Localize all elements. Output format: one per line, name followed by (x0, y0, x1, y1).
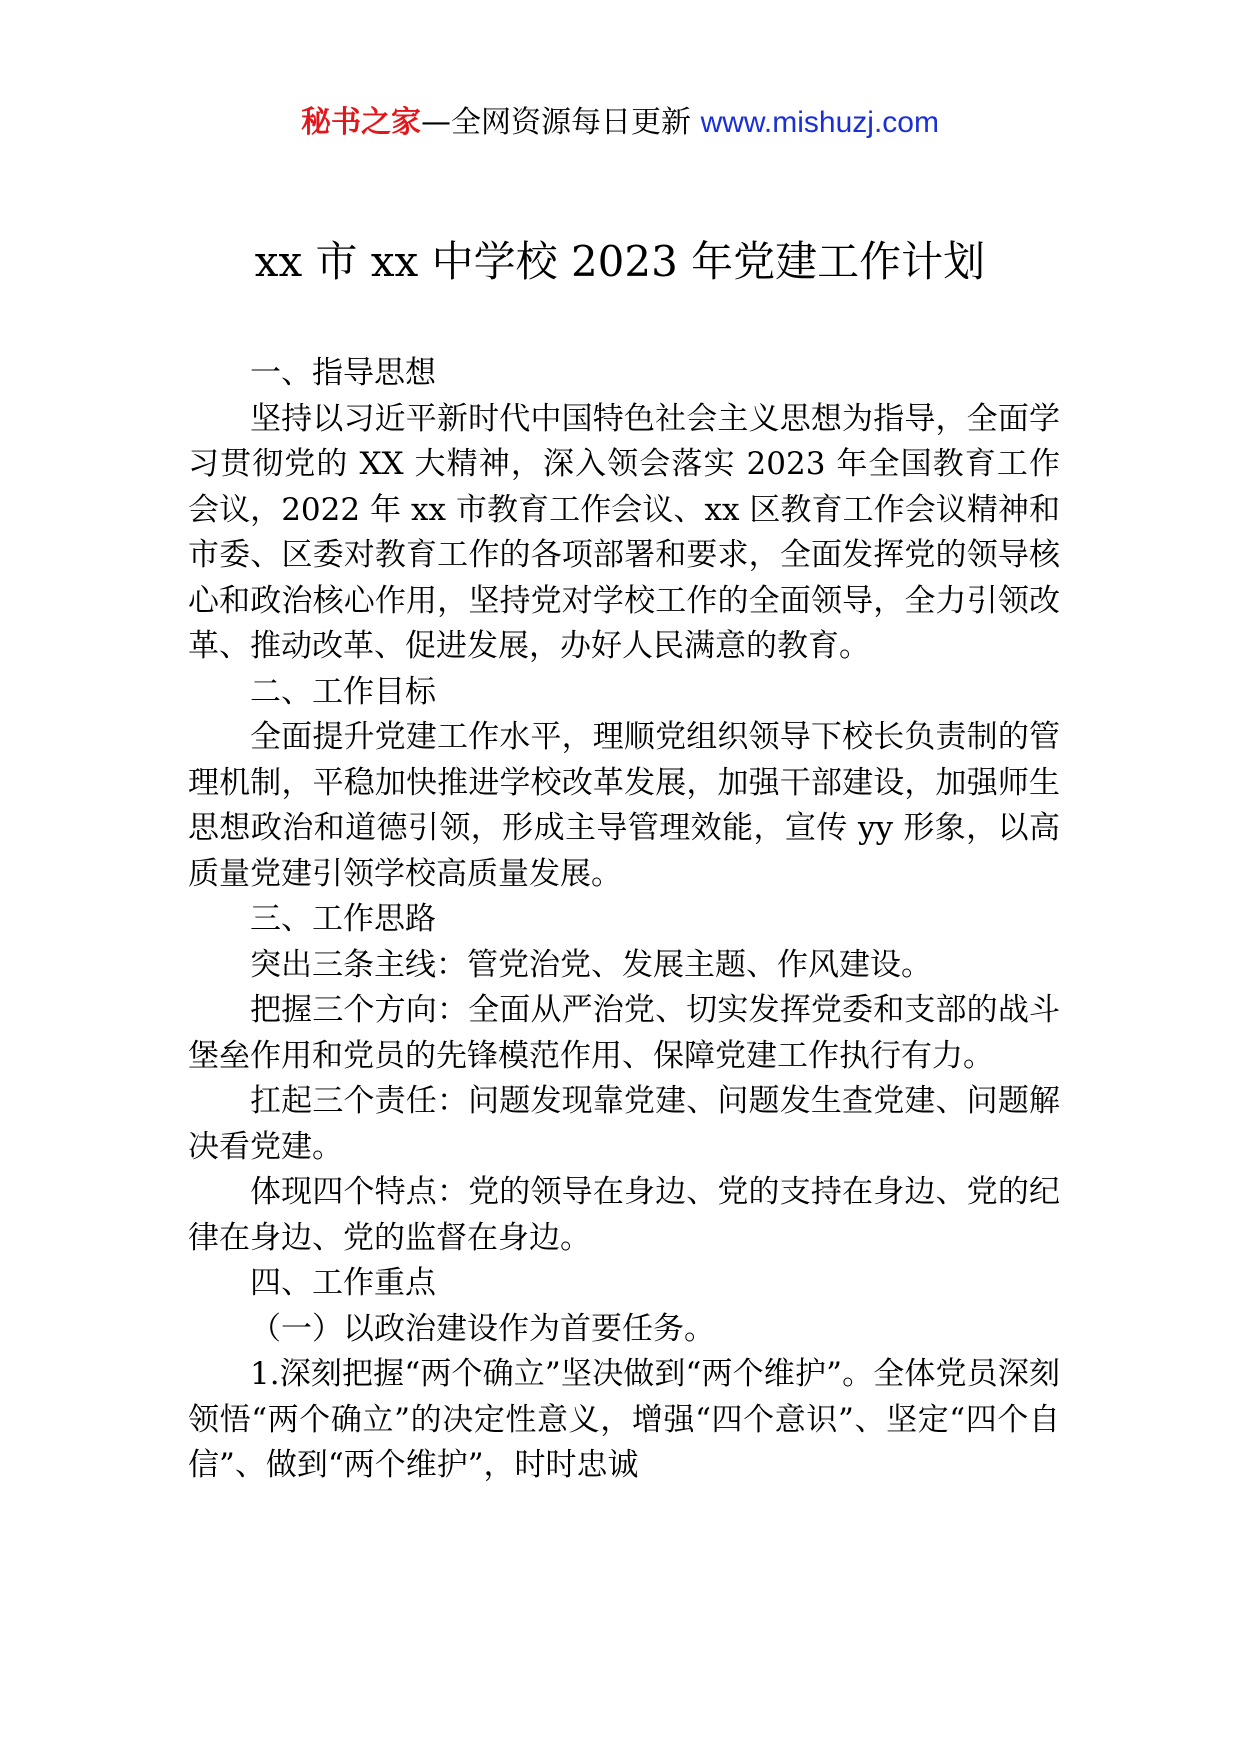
section-heading-work-priorities: 四、工作重点 (250, 1265, 436, 1301)
paragraph-three-main-lines: 突出三条主线：管党治党、发展主题、作风建设。 (250, 946, 932, 983)
section-heading-work-approach: 三、工作思路 (250, 901, 436, 937)
site-tagline: —全网资源每日更新 (421, 105, 692, 140)
site-header (0, 100, 1240, 146)
site-url-link[interactable]: www.mishuzj.com (700, 106, 939, 139)
paragraph-guiding-ideology: 坚持以习近平新时代中国特色社会主义思想为指导，全面学习贯彻党的 XX 大精神，深入领会落实 2023 年全国教育工作会议，2022 年 xx 市教育工作会议、xx 区教育工作会议精神和市委、区委对教育工作的各项部署和要求，全面发挥党的领导核心和政治核心作用，坚持党对学校工作的全面领导，全力引领改革、推动改革、促进发展，办好人民满意的教育。 (188, 400, 1060, 664)
paragraph-three-responsibilities: 扛起三个责任：问题发现靠党建、问题发生查党建、问题解决看党建。 (188, 1083, 1060, 1165)
paragraph-four-features: 体现四个特点：党的领导在身边、党的支持在身边、党的纪律在身边、党的监督在身边。 (188, 1174, 1060, 1256)
section-heading-work-goals: 二、工作目标 (250, 673, 436, 710)
site-brand: 秘书之家 (301, 105, 422, 140)
paragraph-two-establishments: 1.深刻把握“两个确立”坚决做到“两个维护”。全体党员深刻领悟“两个确立”的决定性意义，增强“四个意识”、坚定“四个自信”、做到“两个维护”，时时忠诚 (188, 1356, 1060, 1483)
document-body (188, 351, 1060, 1489)
subsection-heading-political-building: （一）以政治建设作为首要任务。 (250, 1310, 715, 1347)
section-heading-guiding-ideology: 一、指导思想 (250, 355, 436, 391)
paragraph-work-goals: 全面提升党建工作水平，理顺党组织领导下校长负责制的管理机制，平稳加快推进学校改革发展，加强干部建设，加强师生思想政治和道德引领，形成主导管理效能，宣传 yy 形象，以高质量党建引领学校高质量发展。 (188, 719, 1060, 892)
document-title: xx 市 xx 中学校 2023 年党建工作计划 (254, 237, 986, 286)
paragraph-three-directions: 把握三个方向：全面从严治党、切实发挥党委和支部的战斗堡垒作用和党员的先锋模范作用、保障党建工作执行有力。 (188, 992, 1060, 1074)
